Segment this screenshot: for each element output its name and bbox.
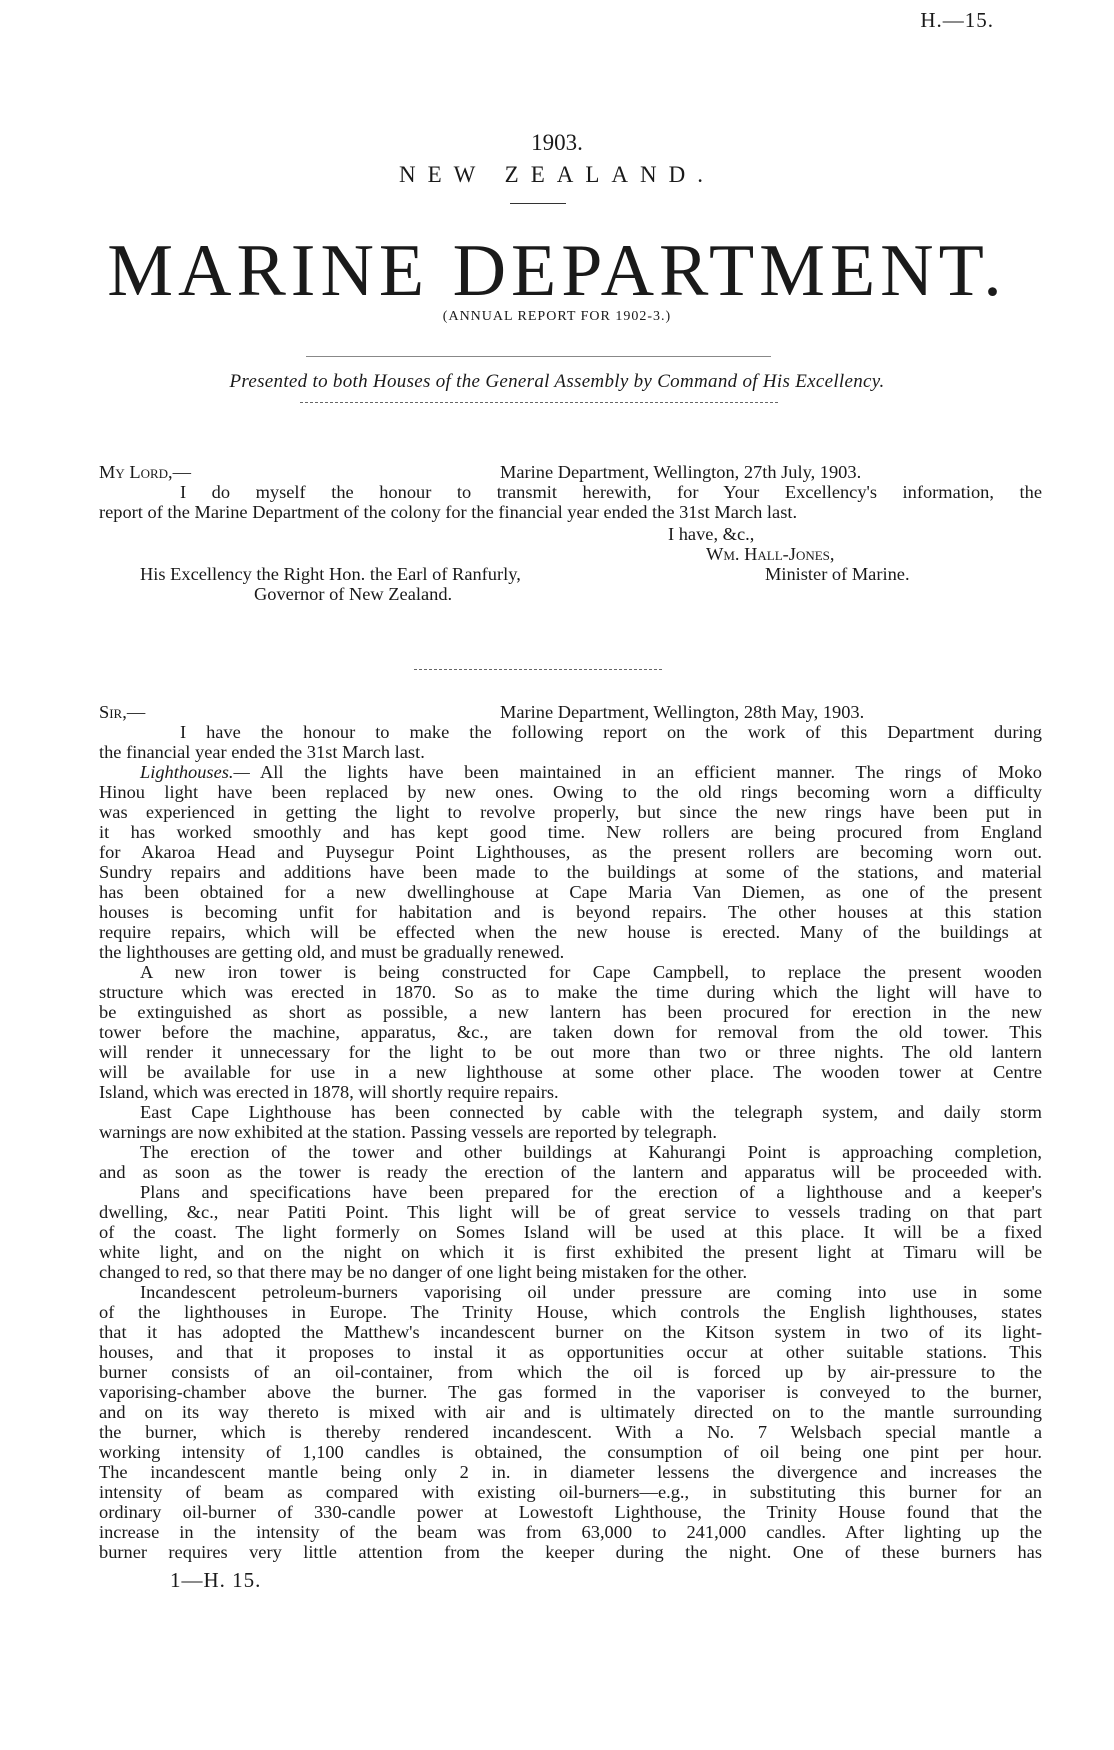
- body-line: burner consists of an oil-container, from which the oil is forced up by air-pressure to the: [99, 1362, 1042, 1382]
- department-title: MARINE DEPARTMENT.: [107, 230, 1007, 312]
- body-line: tower before the machine, apparatus, &c., are taken down for removal from the old tower. This: [99, 1022, 1042, 1042]
- body-line: that it has adopted the Matthew's incandescent burner on the Kitson system in two of its light-: [99, 1322, 1042, 1342]
- body-line: houses, and that it proposes to instal it as opportunities occur at other suitable stations. This: [99, 1342, 1042, 1362]
- body-line: the lighthouses are getting old, and must be gradually renewed.: [99, 942, 565, 962]
- signature-mark: 1—H. 15.: [170, 1568, 262, 1592]
- body-line: Plans and specifications have been prepared for the erection of a lighthouse and a keeper's: [140, 1182, 1042, 1202]
- lighthouses-heading: [140, 762, 250, 782]
- body-line: The erection of the tower and other buildings at Kahurangi Point is approaching completion,: [140, 1142, 1042, 1162]
- letter-separator: [414, 669, 662, 670]
- body-line: intensity of beam as compared with existing oil-burners—e.g., in substituting this burner for an: [99, 1482, 1042, 1502]
- letter1-salutation: My Lord,—: [99, 462, 192, 482]
- report-year: 1903.: [531, 130, 583, 155]
- body-line: will render it unnecessary for the light to be out more than two or three nights. The old lantern: [99, 1042, 1042, 1062]
- body-line: be extinguished as short as possible, a new lantern has been procured for erection in the new: [99, 1002, 1042, 1022]
- body-line: dwelling, &c., near Patiti Point. This light will be of great service to vessels trading on that part: [99, 1202, 1042, 1222]
- letter1-signatory-title: Minister of Marine.: [765, 564, 910, 584]
- letter1-addressee-title: Governor of New Zealand.: [254, 584, 453, 604]
- body-line: I have the honour to make the following report on the work of this Department during: [180, 722, 1042, 742]
- body-line: the financial year ended the 31st March last.: [99, 742, 425, 762]
- body-line: Hinou light have been replaced by new ones. Owing to the old rings becoming worn a difficulty: [99, 782, 1042, 802]
- body-line: and as soon as the tower is ready the erection of the lantern and apparatus will be proceeded with.: [99, 1162, 1042, 1182]
- body-line: the burner, which is thereby rendered incandescent. With a No. 7 Welsbach special mantle a: [99, 1422, 1042, 1442]
- body-line: Island, which was erected in 1878, will shortly require repairs.: [99, 1082, 559, 1102]
- letter1-signature: Wm. Hall-Jones,: [706, 544, 835, 564]
- body-line: ordinary oil-burner of 330-candle power at Lowestoft Lighthouse, the Trinity House found that the: [99, 1502, 1042, 1522]
- presented-statement: Presented to both Houses of the General Assembly by Command of His Excellency.: [229, 371, 885, 392]
- body-line: require repairs, which will be effected when the new house is erected. Many of the buildings at: [99, 922, 1042, 942]
- report-subtitle: (ANNUAL REPORT FOR 1902-3.): [442, 309, 672, 324]
- body-line: East Cape Lighthouse has been connected by cable with the telegraph system, and daily storm: [140, 1102, 1042, 1122]
- letter1-place-date: Marine Department, Wellington, 27th July, 1903.: [500, 462, 862, 482]
- body-line: warnings are now exhibited at the station. Passing vessels are reported by telegraph.: [99, 1122, 717, 1142]
- rule-below-presented: [300, 402, 778, 403]
- lighthouses-heading-text: Lighthouses.—: [140, 762, 250, 782]
- body-line: of the lighthouses in Europe. The Trinity House, which controls the English lighthouses, states: [99, 1302, 1042, 1322]
- body-line: will be available for use in a new lighthouse at some other place. The wooden tower at Centre: [99, 1062, 1042, 1082]
- short-rule: [510, 203, 566, 204]
- letter1-body-line: I do myself the honour to transmit herewith, for Your Excellency's information, the: [180, 482, 1042, 502]
- letter1-closing: I have, &c.,: [668, 524, 755, 544]
- body-line: A new iron tower is being constructed for Cape Campbell, to replace the present wooden: [140, 962, 1042, 982]
- body-line: of the coast. The light formerly on Somes Island will be used at this place. It will be a fixed: [99, 1222, 1042, 1242]
- body-line: burner requires very little attention from the keeper during the night. One of these burners has: [99, 1542, 1042, 1562]
- body-line: Incandescent petroleum-burners vaporising oil under pressure are coming into use in some: [140, 1282, 1042, 1302]
- body-line: vaporising-chamber above the burner. The gas formed in the vaporiser is conveyed to the burner,: [99, 1382, 1042, 1402]
- body-line: it has worked smoothly and has kept good time. New rollers are being procured from England: [99, 822, 1042, 842]
- body-line: and on its way thereto is mixed with air and is ultimately directed on to the mantle surrounding: [99, 1402, 1042, 1422]
- body-line: houses is becoming unfit for habitation and is beyond repairs. The other houses at this station: [99, 902, 1042, 922]
- rule-above-presented: [306, 356, 771, 357]
- body-line: white light, and on the night on which it is first exhibited the present light at Timaru will be: [99, 1242, 1042, 1262]
- body-line: working intensity of 1,100 candles is obtained, the consumption of oil being one pint per hour.: [99, 1442, 1042, 1462]
- body-line: All the lights have been maintained in an efficient manner. The rings of Moko: [260, 762, 1042, 782]
- body-line: The incandescent mantle being only 2 in. in diameter lessens the divergence and increases the: [99, 1462, 1042, 1482]
- body-line: changed to red, so that there may be no danger of one light being mistaken for the other.: [99, 1262, 748, 1282]
- body-line: increase in the intensity of the beam was from 63,000 to 241,000 candles. After lighting up the: [99, 1522, 1042, 1542]
- letter2-place-date: Marine Department, Wellington, 28th May, 1903.: [500, 702, 865, 722]
- page-reference: H.—15.: [920, 8, 994, 32]
- body-line: was experienced in getting the light to revolve properly, but since the new rings have been put in: [99, 802, 1042, 822]
- body-line: has been obtained for a new dwellinghouse at Cape Maria Van Diemen, as one of the present: [99, 882, 1042, 902]
- body-line: structure which was erected in 1870. So as to make the time during which the light will have to: [99, 982, 1042, 1002]
- letter2-salutation: Sir,—: [99, 702, 146, 722]
- letter1-body-line: report of the Marine Department of the colony for the financial year ended the 31st March last.: [99, 502, 798, 522]
- country-heading: NEW ZEALAND.: [398, 162, 716, 187]
- body-line: for Akaroa Head and Puysegur Point Lighthouses, as the present rollers are becoming worn out.: [99, 842, 1042, 862]
- letter1-addressee: His Excellency the Right Hon. the Earl of Ranfurly,: [140, 564, 521, 584]
- body-line: Sundry repairs and additions have been made to the buildings at some of the stations, and material: [99, 862, 1042, 882]
